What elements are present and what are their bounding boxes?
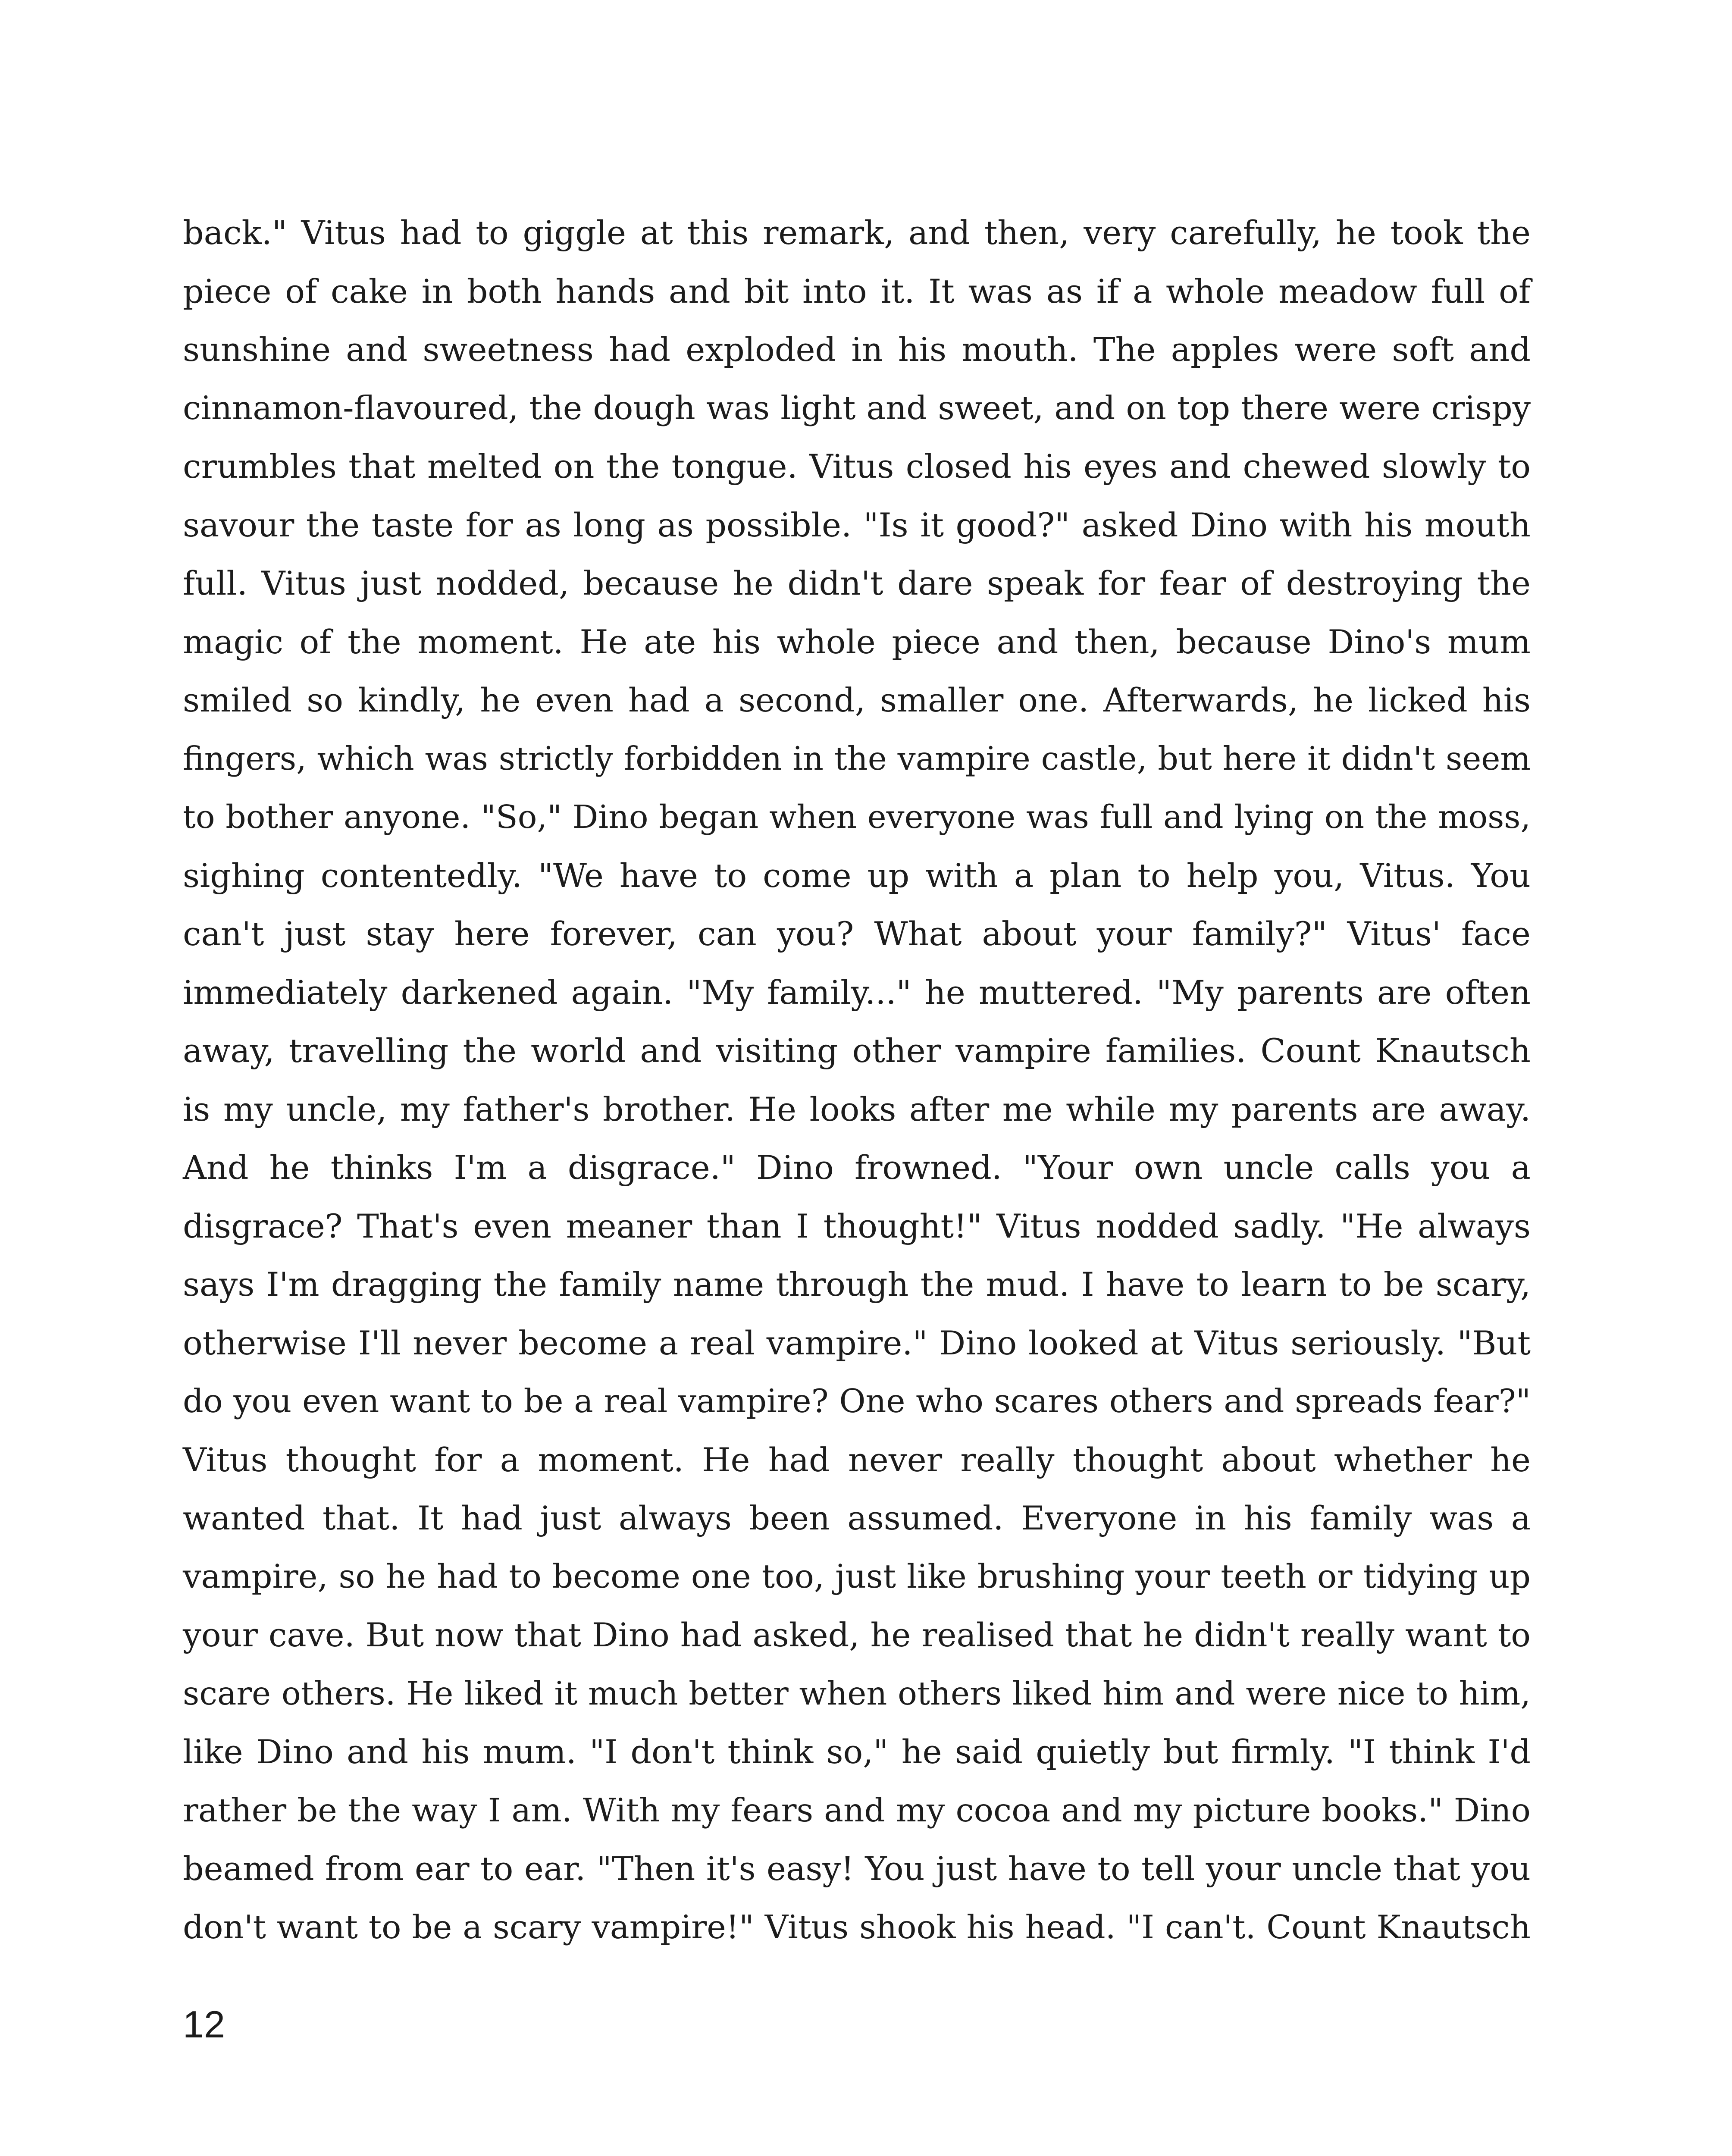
text-line: otherwise I'll never become a real vampire." Dino looked at Vitus seriously. "But xyxy=(183,1323,1531,1362)
text-line: away, travelling the world and visiting other vampire families. Count Knautsch xyxy=(183,1031,1531,1070)
text-line: fingers, which was strictly forbidden in the vampire castle, but here it didn't seem xyxy=(183,740,1531,777)
text-line: rather be the way I am. With my fears and my cocoa and my picture books." Dino xyxy=(183,1791,1531,1829)
text-line: sighing contentedly. "We have to come up with a plan to help you, Vitus. You xyxy=(183,856,1531,895)
text-line: don't want to be a scary vampire!" Vitus shook his head. "I can't. Count Knautsch xyxy=(183,1908,1531,1946)
body-text xyxy=(183,204,1531,1956)
text-line: cinnamon-flavoured, the dough was light and sweet, and on top there were crispy xyxy=(183,389,1531,427)
text-line: scare others. He liked it much better when others liked him and were nice to him, xyxy=(183,1674,1531,1712)
text-line: magic of the moment. He ate his whole piece and then, because Dino's mum xyxy=(183,622,1531,661)
text-line: says I'm dragging the family name through the mud. I have to learn to be scary, xyxy=(183,1265,1531,1304)
text-line: beamed from ear to ear. "Then it's easy! You just have to tell your uncle that you xyxy=(183,1849,1531,1888)
text-line: your cave. But now that Dino had asked, he realised that he didn't really want to xyxy=(183,1616,1531,1654)
text-line: vampire, so he had to become one too, just like brushing your teeth or tidying up xyxy=(183,1557,1531,1595)
text-line: do you even want to be a real vampire? One who scares others and spreads fear?" xyxy=(183,1382,1531,1420)
text-line: to bother anyone. "So," Dino began when everyone was full and lying on the moss, xyxy=(183,798,1531,836)
text-line: crumbles that melted on the tongue. Vitus closed his eyes and chewed slowly to xyxy=(183,447,1531,486)
text-line: back." Vitus had to giggle at this remark, and then, very carefully, he took the xyxy=(183,213,1531,252)
text-line: can't just stay here forever, can you? What about your family?" Vitus' face xyxy=(183,915,1531,953)
text-line: sunshine and sweetness had exploded in his mouth. The apples were soft and xyxy=(183,330,1531,369)
text-line: wanted that. It had just always been assumed. Everyone in his family was a xyxy=(183,1499,1531,1537)
text-line: savour the taste for as long as possible. "Is it good?" asked Dino with his mouth xyxy=(183,505,1531,544)
text-line: smiled so kindly, he even had a second, smaller one. Afterwards, he licked his xyxy=(183,681,1531,719)
text-line: disgrace? That's even meaner than I thought!" Vitus nodded sadly. "He always xyxy=(183,1206,1531,1245)
text-line: like Dino and his mum. "I don't think so," he said quietly but firmly. "I think I'd xyxy=(183,1733,1531,1771)
text-line: full. Vitus just nodded, because he didn't dare speak for fear of destroying the xyxy=(183,564,1531,602)
text-line: And he thinks I'm a disgrace." Dino frowned. "Your own uncle calls you a xyxy=(183,1148,1531,1187)
text-line: is my uncle, my father's brother. He looks after me while my parents are away. xyxy=(183,1090,1531,1128)
text-line: Vitus thought for a moment. He had never really thought about whether he xyxy=(183,1440,1531,1479)
text-line: piece of cake in both hands and bit into it. It was as if a whole meadow full of xyxy=(183,272,1531,310)
text-line: immediately darkened again. "My family..." he muttered. "My parents are often xyxy=(183,973,1531,1012)
page-number: 12 xyxy=(183,2003,225,2046)
